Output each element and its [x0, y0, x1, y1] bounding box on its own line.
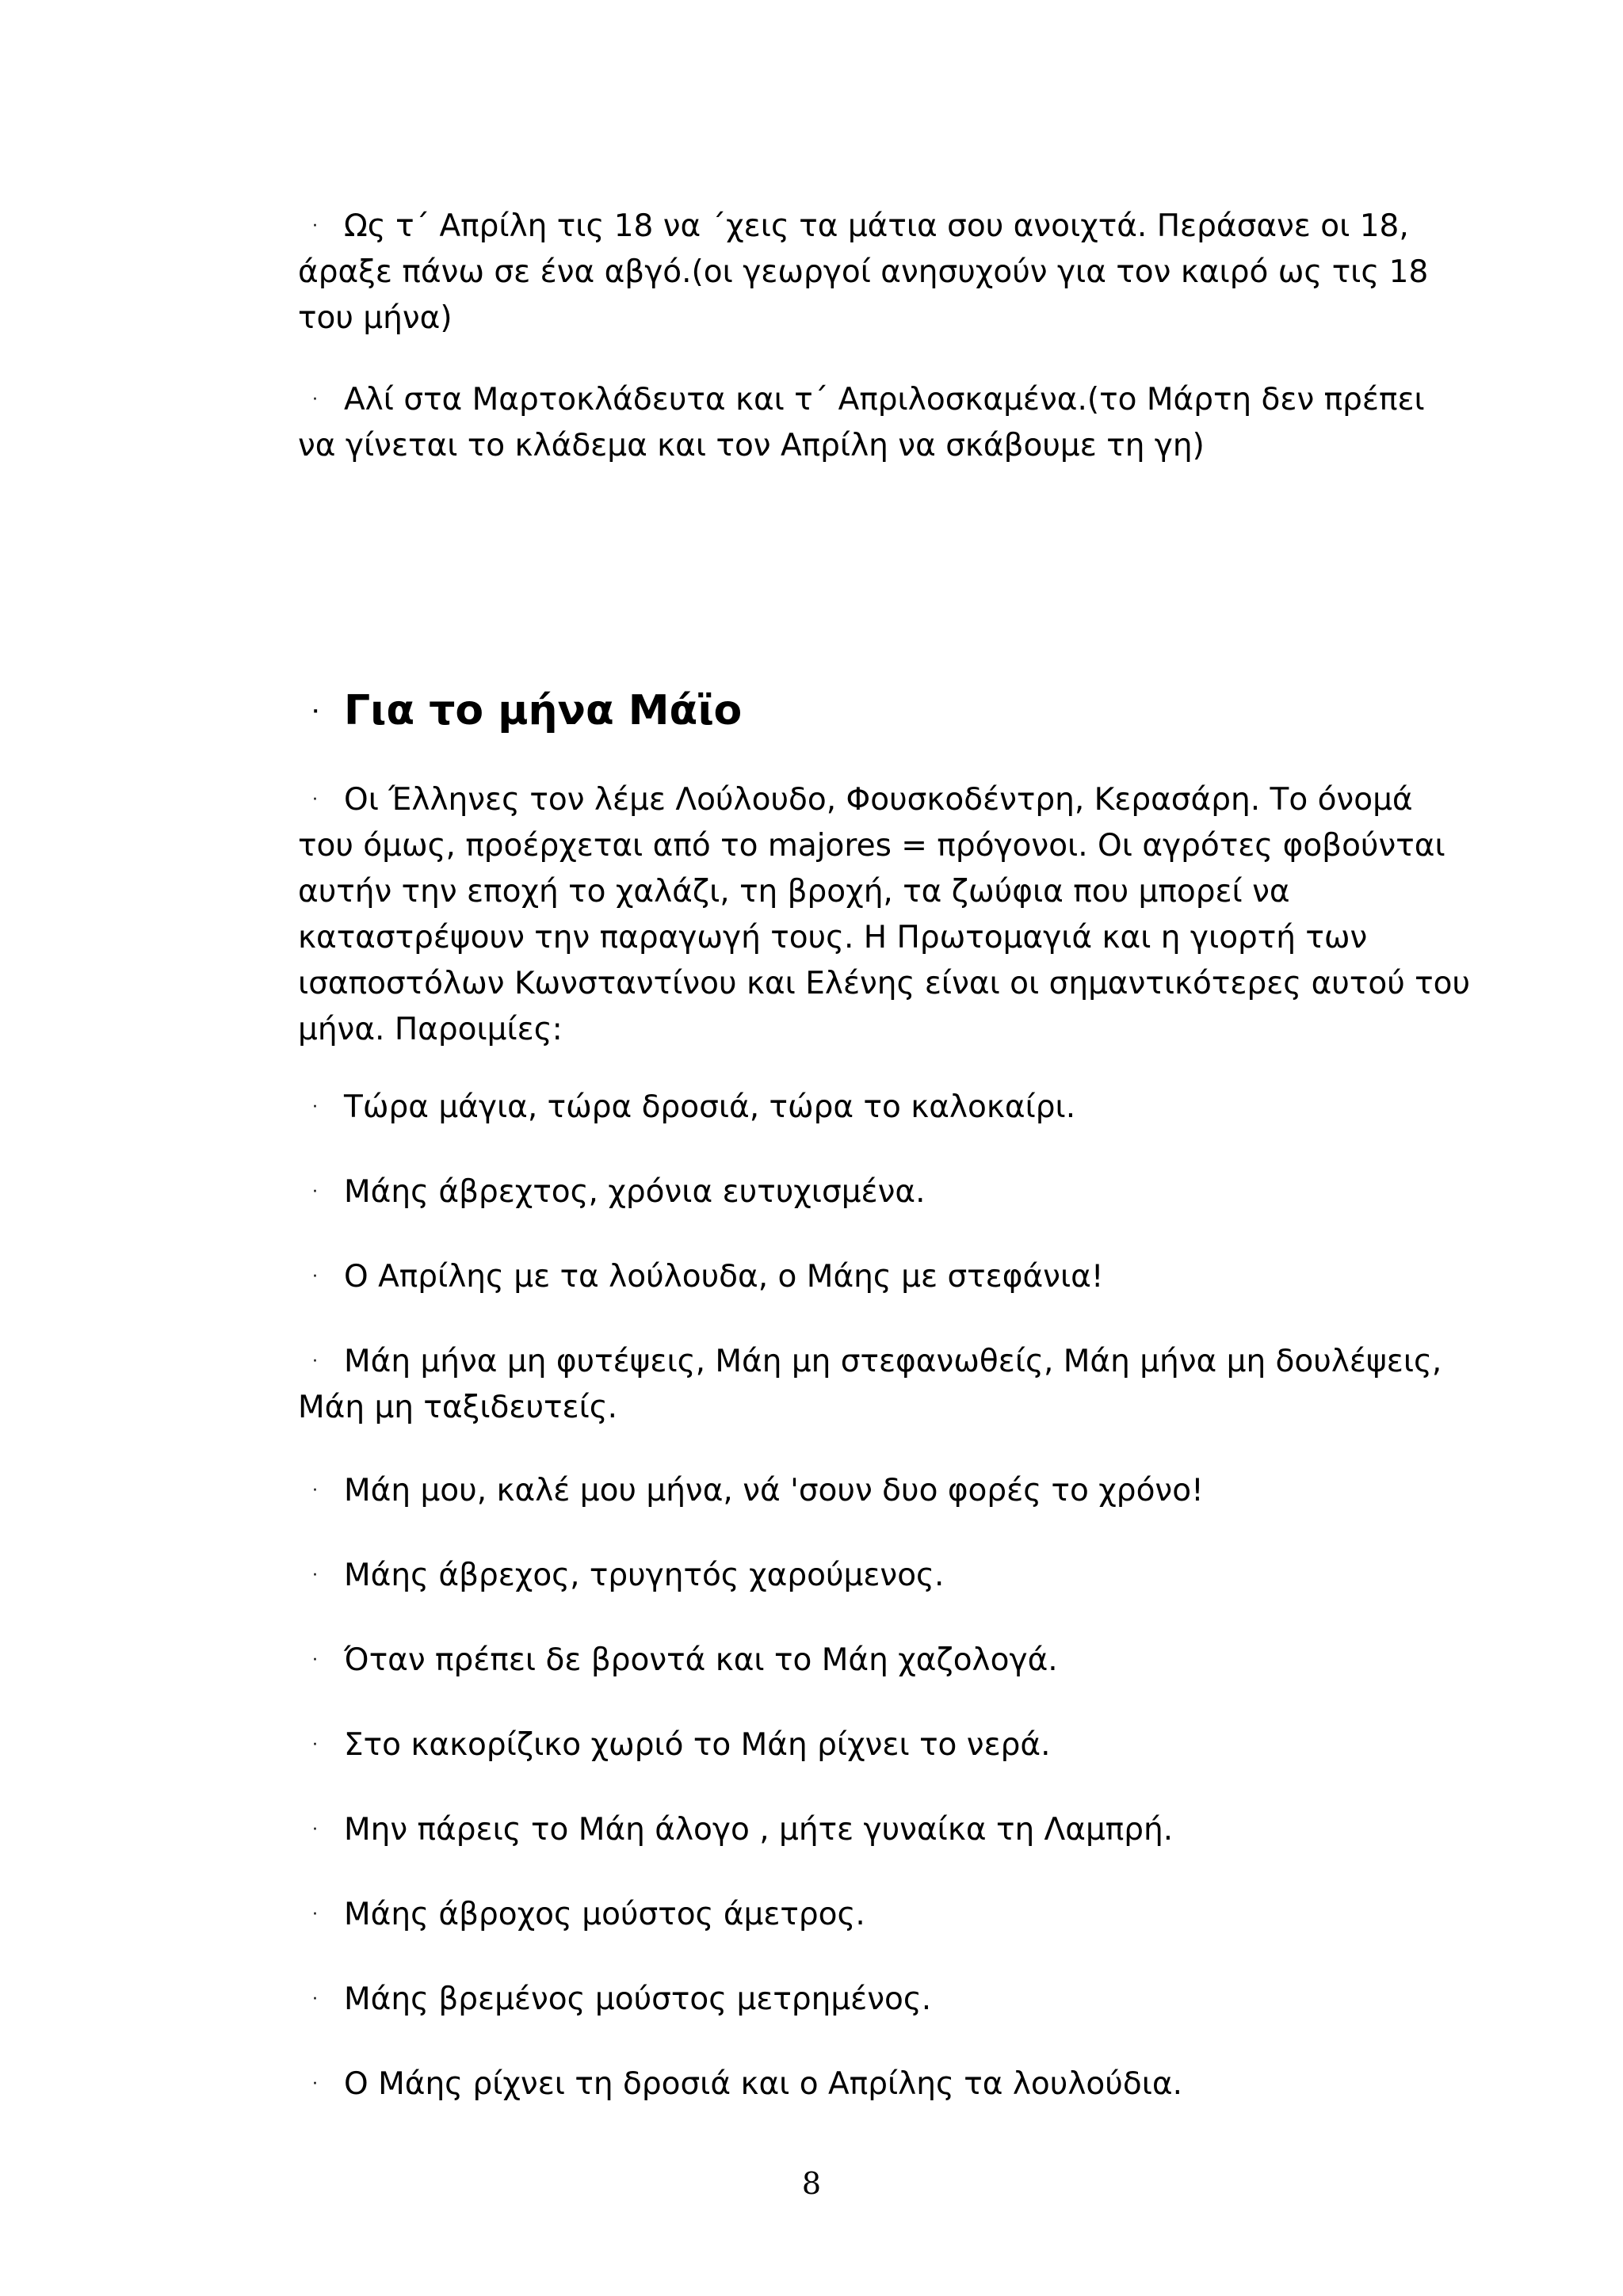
bullet-marker: ·	[312, 1735, 318, 1755]
bullet-marker: ·	[312, 390, 318, 410]
proverb-item	[298, 2061, 1385, 2107]
proverb-line: Όταν πρέπει δε βροντά και το Μάη χαζολογά.	[344, 1642, 1058, 1678]
paragraph-line: άραξε πάνω σε ένα αβγό.(οι γεωργοί ανησυχούν για τον καιρό ως τις 18	[298, 254, 1429, 290]
paragraph-line: καταστρέψουν την παραγωγή τους. Η Πρωτομαγιά και η γιορτή των	[298, 920, 1368, 955]
paragraph-line: να γίνεται το κλάδεμα και τον Απρίλη να σκάβουμε τη γη)	[298, 428, 1205, 463]
proverb-line: Στο κακορίζικο χωριό το Μάη ρίχνει το νερά.	[344, 1727, 1051, 1763]
paragraph-line: του όμως, προέρχεται από το majores = πρόγονοι. Οι αγρότες φοβούνται	[298, 828, 1445, 864]
proverb-line: Μάης βρεμένος μούστος μετρημένος.	[344, 1981, 932, 2017]
proverb-item	[298, 1085, 1385, 1131]
paragraph-line: του μήνα)	[298, 300, 453, 336]
proverb-line: Μάης άβρεχτος, χρόνια ευτυχισμένα.	[344, 1174, 926, 1210]
proverb-line: Μην πάρεις το Μάη άλογο , μήτε γυναίκα τη Λαμπρή.	[344, 1812, 1174, 1848]
paragraph-line: Οι Έλληνες τον λέμε Λούλουδο, Φουσκοδέντρη, Κερασάρη. Το όνομά	[344, 782, 1413, 818]
bullet-marker: ·	[312, 790, 318, 810]
bullet-marker: ·	[312, 702, 319, 722]
bullet-marker: ·	[312, 1905, 318, 1924]
proverb-item	[298, 1339, 1442, 1431]
proverb-line: Τώρα μάγια, τώρα δροσιά, τώρα το καλοκαίρι.	[344, 1089, 1076, 1125]
proverb-item	[298, 1254, 1385, 1300]
bullet-marker: ·	[312, 1650, 318, 1670]
proverb-line: Μάη μου, καλέ μου μήνα, νά 'σουν δυο φορές το χρόνο!	[344, 1473, 1204, 1508]
page-number: 8	[801, 2166, 822, 2201]
proverb-line: Ο Μάης ρίχνει τη δροσιά και ο Απρίλης τα λουλούδια.	[344, 2066, 1182, 2102]
paragraph-line: ισαποστόλων Κωνσταντίνου και Ελένης είναι οι σημαντικότερες αυτού του	[298, 966, 1471, 1001]
proverb-item	[298, 1638, 1385, 1684]
paragraph-line: αυτήν την εποχή το χαλάζι, τη βροχή, τα ζωύφια που μπορεί να	[298, 874, 1290, 910]
bullet-marker: ·	[312, 1182, 318, 1202]
paragraph-line: μήνα. Παροιμίες:	[298, 1012, 563, 1047]
proverb-item	[298, 1468, 1385, 1514]
intro-paragraph	[298, 777, 1471, 1053]
bullet-marker: ·	[312, 1352, 318, 1371]
bullet-marker: ·	[312, 1267, 318, 1287]
proverb-line: Μάης άβρεχος, τρυγητός χαρούμενος.	[344, 1558, 945, 1593]
proverb-item	[298, 1807, 1385, 1853]
proverb-item	[298, 1169, 1385, 1215]
proverb-line: Μάης άβροχος μούστος άμετρος.	[344, 1897, 865, 1932]
bullet-marker: ·	[312, 1481, 318, 1501]
proverb-line: Μάη μη ταξιδευτείς.	[298, 1390, 618, 1425]
paragraph-line: Αλί στα Μαρτοκλάδευτα και τ΄ Απριλοσκαμένα.(το Μάρτη δεν πρέπει	[344, 382, 1425, 418]
proverb-item	[298, 1553, 1385, 1599]
bullet-marker: ·	[312, 1989, 318, 2009]
heading-text: Για το μήνα Μάϊο	[344, 687, 743, 734]
proverb-paragraph	[298, 204, 1429, 341]
bullet-marker: ·	[312, 1097, 318, 1117]
proverb-item	[298, 1892, 1385, 1938]
bullet-marker: ·	[312, 2074, 318, 2094]
proverb-line: Ο Απρίλης με τα λούλουδα, ο Μάης με στεφάνια!	[344, 1259, 1104, 1295]
proverb-item	[298, 1722, 1385, 1768]
proverb-line: Μάη μήνα μη φυτέψεις, Μάη μη στεφανωθείς, Μάη μήνα μη δουλέψεις,	[344, 1344, 1442, 1379]
section-heading	[298, 683, 742, 738]
bullet-marker: ·	[312, 216, 318, 236]
proverb-paragraph	[298, 377, 1425, 469]
paragraph-line: Ως τ΄ Απρίλη τις 18 να ΄χεις τα μάτια σου ανοιχτά. Περάσανε οι 18,	[344, 208, 1409, 244]
proverb-item	[298, 1977, 1385, 2023]
bullet-marker: ·	[312, 1566, 318, 1585]
bullet-marker: ·	[312, 1820, 318, 1840]
